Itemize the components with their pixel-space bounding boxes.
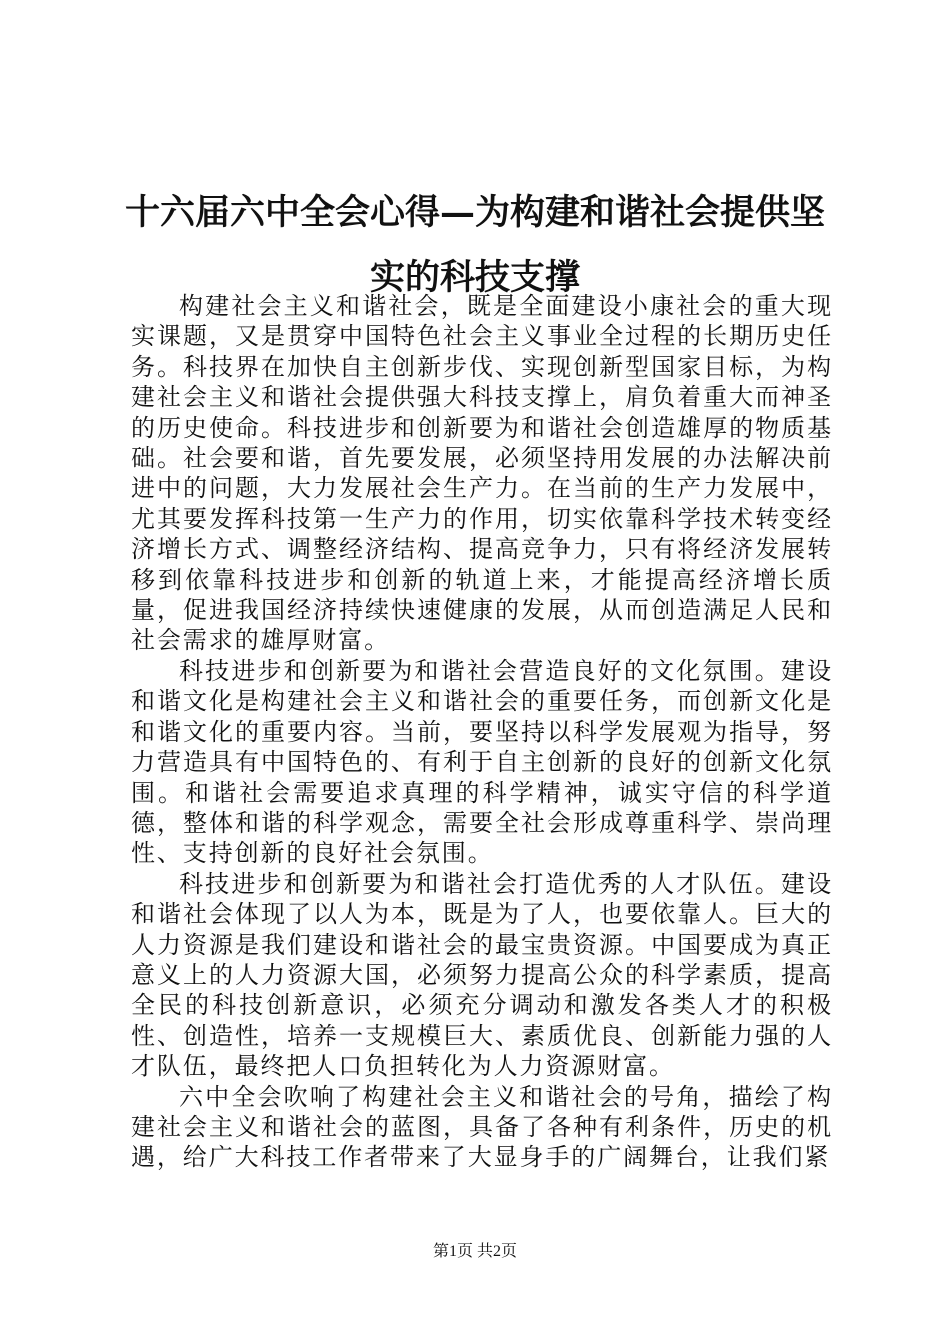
paragraph: 六中全会吹响了构建社会主义和谐社会的号角，描绘了构建社会主义和谐社会的蓝图，具备了各种有利条件，历史的机遇，给广大科技工作者带来了大显身手的广阔舞台，让我们紧 <box>131 1082 833 1172</box>
page-footer: 第1页 共2页 <box>432 1243 517 1260</box>
paragraph: 科技进步和创新要为和谐社会营造良好的文化氛围。建设和谐文化是构建社会主义和谐社会的重要任务，而创新文化是和谐文化的重要内容。当前，要坚持以科学发展观为指导，努力营造具有中国特色的、有利于自主创新的良好的创新文化氛围。和谐社会需要追求真理的科学精神，诚实守信的科学道德，整体和谐的科学观念，需要全社会形成尊重科学、崇尚理性、支持创新的良好社会氛围。 <box>131 656 833 868</box>
document-body <box>131 291 833 1173</box>
paragraph: 构建社会主义和谐社会，既是全面建设小康社会的重大现实课题，又是贯穿中国特色社会主义事业全过程的长期历史任务。科技界在加快自主创新步伐、实现创新型国家目标，为构建社会主义和谐社会提供强大科技支撑上，肩负着重大而神圣的历史使命。科技进步和创新要为和谐社会创造雄厚的物质基础。社会要和谐，首先要发展，必须坚持用发展的办法解决前进中的问题，大力发展社会生产力。在当前的生产力发展中，尤其要发挥科技第一生产力的作用，切实依靠科学技术转变经济增长方式、调整经济结构、提高竞争力，只有将经济发展转移到依靠科技进步和创新的轨道上来，才能提高经济增长质量，促进我国经济持续快速健康的发展，从而创造满足人民和社会需求的雄厚财富。 <box>131 292 833 655</box>
document-title: 十六届六中全会心得—为构建和谐社会提供坚实的科技支撑 <box>124 192 825 298</box>
paragraph: 科技进步和创新要为和谐社会打造优秀的人才队伍。建设和谐社会体现了以人为本，既是为了人，也要依靠人。巨大的人力资源是我们建设和谐社会的最宝贵资源。中国要成为真正意义上的人力资源大国，必须努力提高公众的科学素质，提高全民的科技创新意识，必须充分调动和激发各类人才的积极性、创造性，培养一支规模巨大、素质优良、创新能力强的人才队伍，最终把人口负担转化为人力资源财富。 <box>131 869 833 1081</box>
